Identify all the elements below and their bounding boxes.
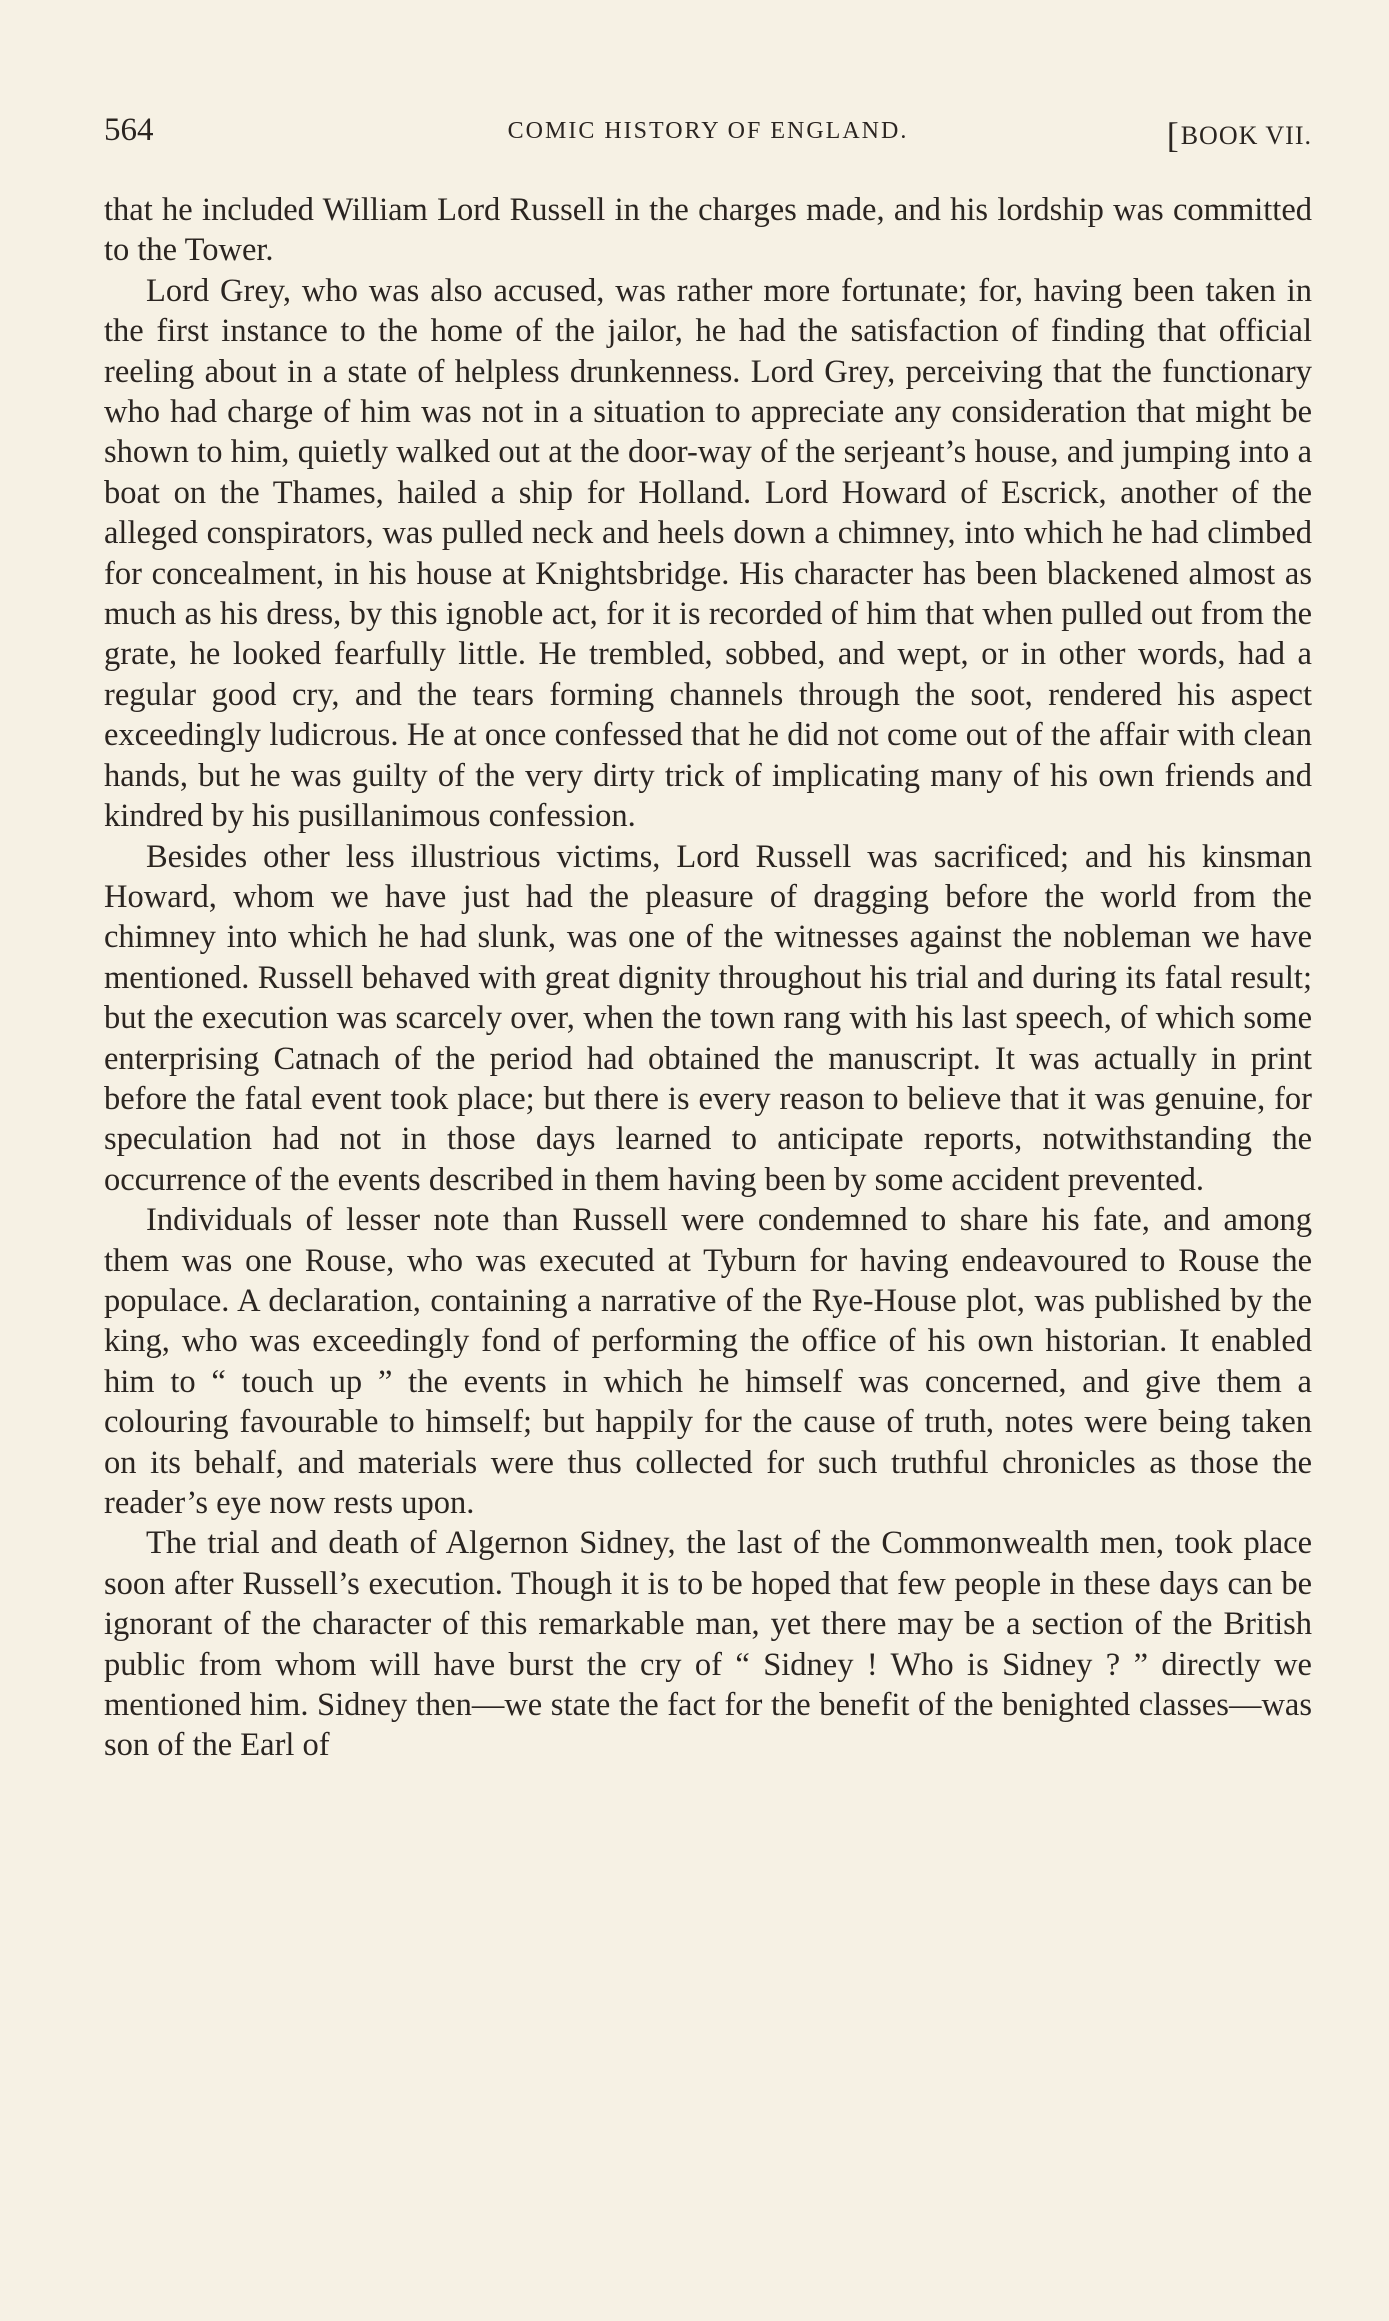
paragraph-sidney: The trial and death of Algernon Sidney, the last of the Commonwealth men, took place soon after Russell’s execution. Though it is to be hoped that few people in these days can be ignorant of the character of this remarkable man, yet there may be a section of the British public from whom will have burst the cry of “ Sidney ! Who is Sidney ? ” directly we mentioned him. Sidney then—we state the fact for the benefit of the benighted classes—was son of the Earl of	[104, 1525, 1312, 1764]
book-label	[1167, 114, 1312, 156]
body-text	[104, 190, 1312, 1766]
running-title: COMIC HISTORY OF ENGLAND.	[507, 118, 909, 144]
book-label-text: BOOK VII.	[1180, 121, 1312, 150]
book-label-bracket: [	[1166, 115, 1180, 155]
paragraph-rouse: Individuals of lesser note than Russell were condemned to share his fate, and among them was one Rouse, who was executed at Tyburn for having endeavoured to Rouse the populace. A declaration, containing a narrative of the Rye-House plot, was published by the king, who was exceedingly fond of performing the office of his own historian. It enabled him to “ touch up ” the events in which he himself was concerned, and give them a colouring favourable to himself; but happily for the cause of truth, notes were being taken on its behalf, and materials were thus collected for such truthful chronicles as those the reader’s eye now rests upon.	[104, 1202, 1312, 1521]
paragraph-continued: that he included William Lord Russell in the charges made, and his lordship was committed to the Tower.	[104, 192, 1312, 269]
paragraph-lord-grey: Lord Grey, who was also accused, was rather more fortunate; for, having been taken in the first instance to the home of the jailor, he had the satisfaction of finding that official reeling about in a state of helpless drunkenness. Lord Grey, perceiving that the functionary who had charge of him was not in a situation to appreciate any consideration that might be shown to him, quietly walked out at the door-way of the serjeant’s house, and jumping into a boat on the Thames, hailed a ship for Holland. Lord Howard of Escrick, another of the alleged conspirators, was pulled neck and heels down a chimney, into which he had climbed for concealment, in his house at Knightsbridge. His character has been blackened almost as much as his dress, by this ignoble act, for it is recorded of him that when pulled out from the grate, he looked fearfully little. He trembled, sobbed, and wept, or in other words, had a regular good cry, and the tears forming channels through the soot, rendered his aspect exceedingly ludicrous. He at once confessed that he did not come out of the affair with clean hands, but he was guilty of the very dirty trick of implicating many of his own friends and kindred by his pusillanimous confession.	[104, 272, 1312, 835]
page-header	[104, 112, 1312, 160]
paragraph-russell-sacrificed: Besides other less illustrious victims, Lord Russell was sacrificed; and his kinsman Howard, whom we have just had the pleasure of dragging before the world from the chimney into which he had slunk, was one of the witnesses against the nobleman we have mentioned. Russell behaved with great dignity throughout his trial and during its fatal result; but the execution was scarcely over, when the town rang with his last speech, of which some enterprising Catnach of the period had obtained the manuscript. It was actually in print before the fatal event took place; but there is every reason to believe that it was genuine, for speculation had not in those days learned to anticipate reports, notwithstanding the occurrence of the events described in them having been by some accident prevented.	[104, 838, 1312, 1198]
page-number: 564	[104, 112, 154, 148]
